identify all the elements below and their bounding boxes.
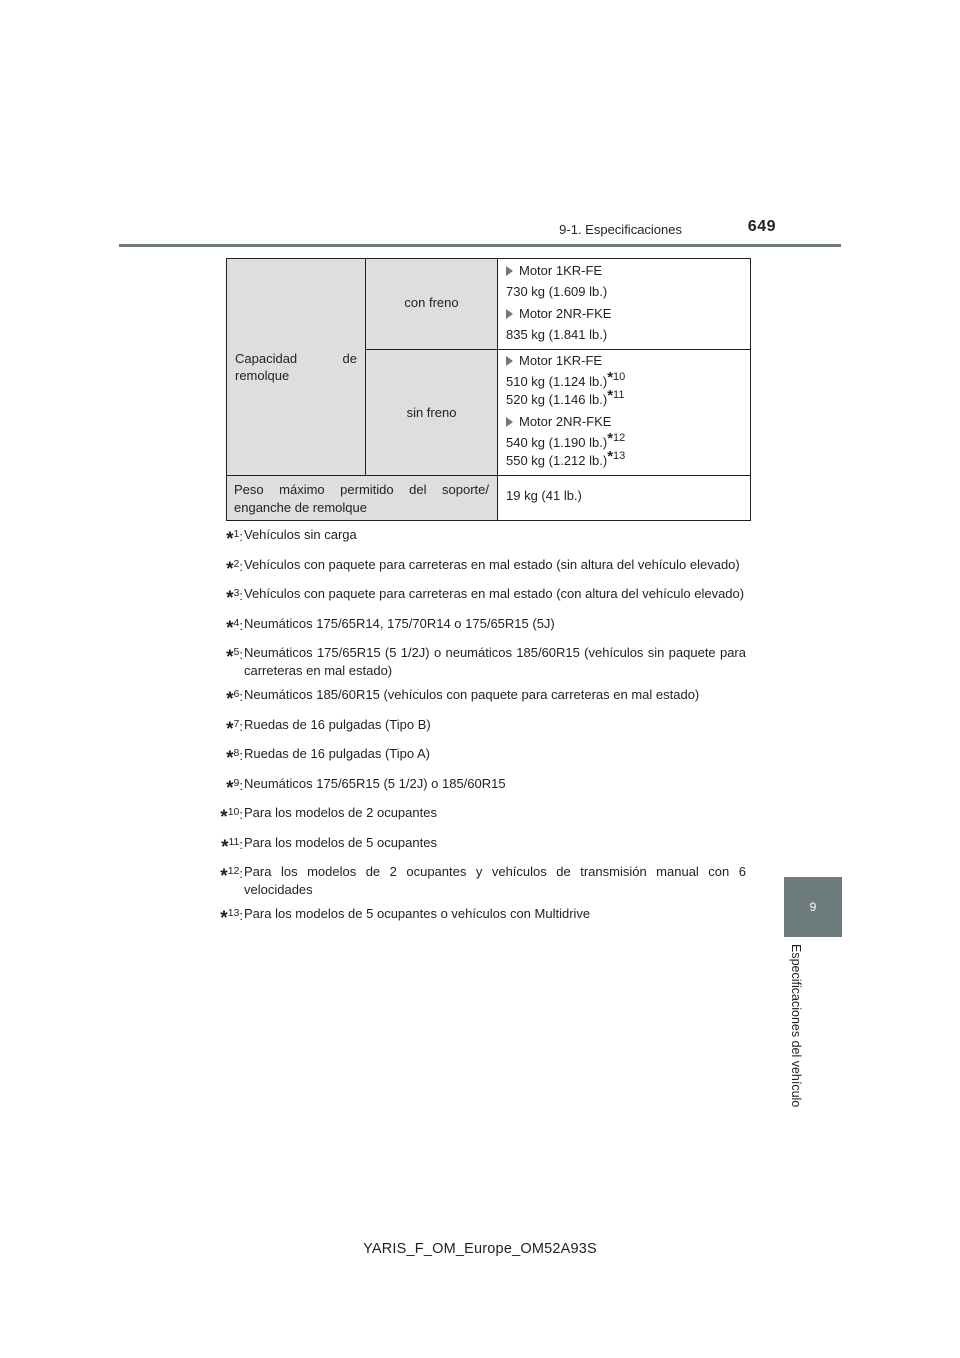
sin-freno-label: sin freno <box>406 405 457 420</box>
engine-heading: Motor 1KR-FE <box>506 352 742 370</box>
footnote-item <box>208 644 746 679</box>
asterisk-icon: * <box>226 748 234 769</box>
asterisk-icon: * <box>226 617 234 639</box>
value-text: 510 kg (1.124 lb.)$^{*10}$ <box>506 369 626 389</box>
table-row-con-freno <box>227 259 751 350</box>
peso-value: 19 kg (41 lb.) <box>506 488 582 503</box>
capacity-label-line1: Capacidad de <box>235 351 357 366</box>
footnote-text: Vehículos con paquete para carreteras en mal estado (con altura del vehículo elevado) <box>244 586 745 601</box>
engine-heading: Motor 2NR-FKE <box>506 413 742 431</box>
triangle-bullet-icon <box>506 417 513 427</box>
footnote-text: Para los modelos de 5 ocupantes o vehículos con Multidrive <box>244 906 591 921</box>
footnote-text: Neumáticos 175/65R14, 175/70R14 o 175/65R15 (5J) <box>244 615 555 631</box>
footnote-item <box>208 775 746 798</box>
footnote-marker: *$^3$: <box>226 587 243 609</box>
footnote-item <box>208 526 746 549</box>
towing-spec-table <box>226 258 751 521</box>
asterisk-icon: * <box>220 908 228 929</box>
footnote-number: 10 <box>227 806 240 818</box>
chapter-number: 9 <box>809 900 817 914</box>
sin-freno-label-cell <box>366 350 498 476</box>
footnote-item <box>208 615 746 638</box>
value-text: 520 kg (1.146 lb.)$^{*11}$ <box>506 387 625 407</box>
footnote-item <box>208 863 746 898</box>
asterisk-icon: * <box>226 777 234 799</box>
sin-freno-values-cell <box>498 350 751 476</box>
asterisk-icon: * <box>220 807 228 828</box>
con-freno-label: con freno <box>404 295 459 310</box>
footnote-number: 7 <box>233 717 240 730</box>
footnote-text: Ruedas de 16 pulgadas (Tipo B) <box>244 716 431 732</box>
footnote-item <box>208 804 746 827</box>
triangle-bullet-icon <box>506 309 513 319</box>
footnote-marker: *$^9$: <box>226 776 243 799</box>
footnote-marker: *$^{12}$: <box>220 865 243 887</box>
value-text: 730 kg (1.609 lb.) <box>506 284 608 299</box>
footnote-number: 9 <box>233 776 240 789</box>
peso-label-cell <box>227 476 498 521</box>
footnote-marker: *$^8$: <box>226 747 243 769</box>
footnote-ref[interactable]: *13 <box>607 448 626 465</box>
footnote-item <box>208 585 746 608</box>
asterisk-icon: * <box>226 558 234 580</box>
capacity-label-line2: remolque <box>235 368 290 383</box>
value-text: 540 kg (1.190 lb.)$^{*12}$ <box>506 430 626 450</box>
footnote-marker: *$^6$: <box>226 688 243 710</box>
chapter-tab[interactable] <box>784 877 842 937</box>
footnote-number: 11 <box>228 835 240 848</box>
header-rule <box>119 244 841 247</box>
footnote-number: 12 <box>227 865 240 877</box>
footnote-marker: *$^{11}$: <box>221 835 243 858</box>
footnote-item <box>208 745 746 768</box>
asterisk-icon: * <box>226 718 234 740</box>
footnote-ref[interactable]: *12 <box>607 430 626 447</box>
footnote-marker: *$^{10}$: <box>220 806 243 828</box>
footnote-marker: *$^2$: <box>226 557 243 580</box>
triangle-bullet-icon <box>506 356 513 366</box>
footnote-text: Neumáticos 185/60R15 (vehículos con paquete para carreteras en mal estado) <box>244 687 700 702</box>
footnote-marker: *$^5$: <box>226 646 243 668</box>
footnote-number: 3 <box>233 587 240 599</box>
document-code: YARIS_F_OM_Europe_OM52A93S <box>363 1241 597 1257</box>
footnote-text: Vehículos con paquete para carreteras en mal estado (sin altura del vehículo elevado) <box>244 556 740 572</box>
footnote-number: 2 <box>233 557 240 570</box>
footnote-text: Neumáticos 175/65R15 (5 1/2J) o 185/60R15 <box>244 775 506 791</box>
footnote-text: Ruedas de 16 pulgadas (Tipo A) <box>244 746 430 761</box>
asterisk-icon: * <box>226 689 234 710</box>
footnote-item <box>208 686 746 709</box>
con-freno-label-cell <box>366 259 498 350</box>
peso-label-line2: enganche de remolque <box>234 500 367 515</box>
footnote-item <box>208 905 746 928</box>
footnote-text: Vehículos sin carga <box>244 527 357 542</box>
footnote-marker: *$^4$: <box>226 616 243 639</box>
footnote-item <box>208 556 746 579</box>
table-row-peso <box>227 476 751 521</box>
footnote-number: 13 <box>227 907 240 919</box>
footnote-number: 4 <box>233 616 240 629</box>
asterisk-icon: * <box>221 836 229 858</box>
value-text: 550 kg (1.212 lb.)$^{*13}$ <box>506 448 626 468</box>
footnote-marker: *$^7$: <box>226 717 243 740</box>
footnote-ref[interactable]: *10 <box>607 369 626 386</box>
footnote-text: Neumáticos 175/65R15 (5 1/2J) o neumáticos 185/60R15 (vehículos sin paquete para carreteras en mal estado) <box>244 645 746 678</box>
page-number: 649 <box>747 218 776 235</box>
capacity-label-cell <box>227 259 366 476</box>
chapter-side-label: Especificaciones del vehículo <box>789 944 803 1108</box>
asterisk-icon: * <box>220 866 228 887</box>
asterisk-icon: * <box>226 588 234 609</box>
engine-heading: Motor 2NR-FKE <box>506 305 742 323</box>
peso-label-line1: Peso máximo permitido del soporte/ <box>234 482 489 497</box>
asterisk-icon: * <box>226 647 234 668</box>
footnotes-list <box>208 526 746 935</box>
footnote-text: Para los modelos de 2 ocupantes y vehículos de transmisión manual con 6 velocidades <box>244 864 746 897</box>
engine-heading: Motor 1KR-FE <box>506 262 742 280</box>
triangle-bullet-icon <box>506 266 513 276</box>
footnote-number: 6 <box>233 688 240 700</box>
footnote-text: Para los modelos de 2 ocupantes <box>244 805 437 820</box>
footnote-marker: *$^1$: <box>226 528 243 550</box>
footnote-item <box>208 716 746 739</box>
value-text: 835 kg (1.841 lb.) <box>506 327 608 342</box>
footnote-number: 5 <box>233 646 240 658</box>
footnote-ref[interactable]: *11 <box>607 387 625 404</box>
con-freno-values-cell <box>498 259 751 350</box>
footnote-text: Para los modelos de 5 ocupantes <box>244 834 437 850</box>
asterisk-icon: * <box>226 529 234 550</box>
footnote-number: 1 <box>233 528 240 540</box>
footnote-number: 8 <box>233 747 240 759</box>
footnote-marker: *$^{13}$: <box>220 907 243 929</box>
section-title: 9-1. Especificaciones <box>559 222 682 237</box>
peso-value-cell <box>498 476 751 521</box>
footnote-item <box>208 834 746 857</box>
